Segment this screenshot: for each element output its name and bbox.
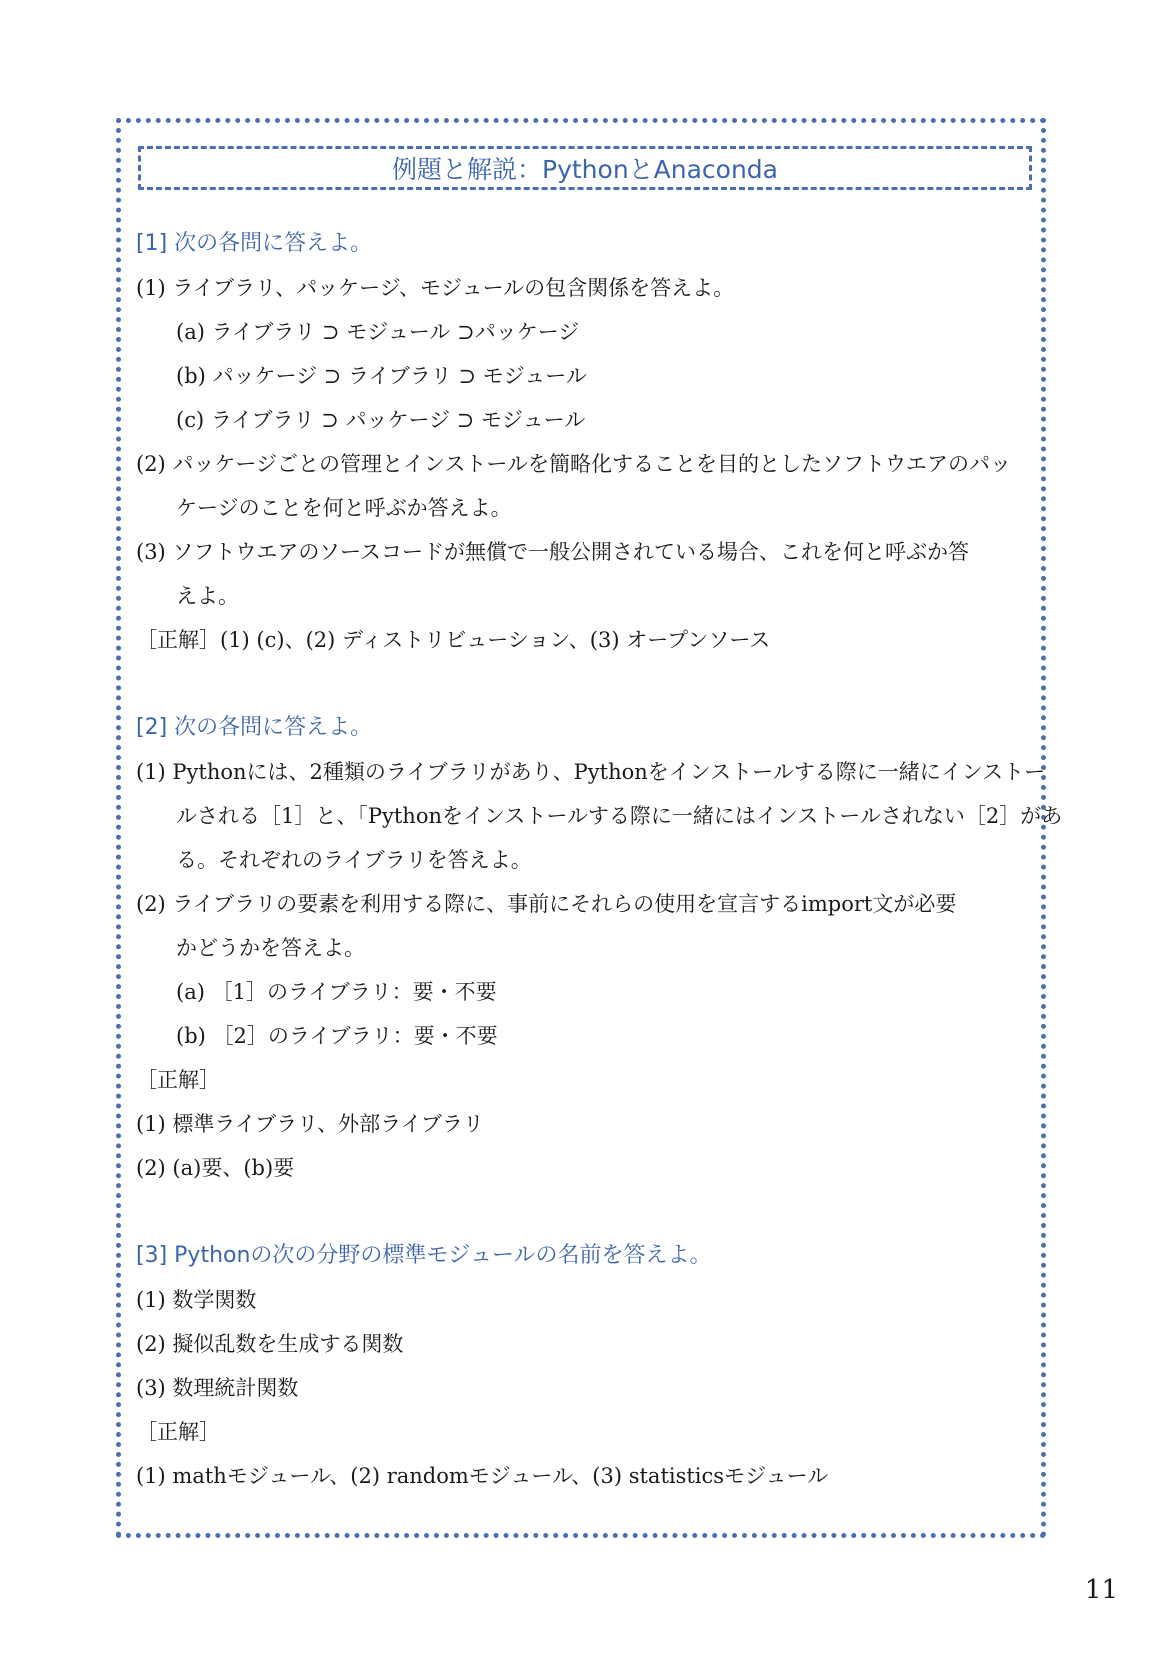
choice-line: (a) ［1］のライブラリ：要・不要 [176, 980, 497, 1004]
question-continuation: ケージのことを何と呼ぶか答えよ。 [176, 496, 512, 520]
page-title: 例題と解説：PythonとAnaconda [392, 155, 778, 184]
content [136, 222, 1063, 1498]
choice-line: (b) ［2］のライブラリ：要・不要 [176, 1024, 498, 1048]
section-gap [136, 1190, 1036, 1234]
answer-line: (1) mathモジュール、(2) randomモジュール、(3) statisticsモジュール [136, 1464, 829, 1488]
question-continuation: えよ。 [176, 584, 239, 608]
question-line: (3) 数理統計関数 [136, 1376, 299, 1400]
question-continuation: ルされる［1］と、「Pythonをインストールする際に一緒にはインストールされない［2］があ [176, 804, 1063, 828]
section-3-heading: [3] Pythonの次の分野の標準モジュールの名前を答えよ。 [136, 1243, 712, 1268]
answer-line: (2) (a)要、(b)要 [136, 1156, 295, 1180]
question-continuation: る。それぞれのライブラリを答えよ。 [176, 848, 532, 872]
choice-line: (c) ライブラリ ⊃ パッケージ ⊃ モジュール [176, 408, 586, 432]
question-line: (1) Pythonには、2種類のライブラリがあり、Pythonをインストールする際に一緒にインストー [136, 760, 1046, 784]
page-number: 11 [1084, 1575, 1118, 1605]
answer-label: ［正解］ [136, 1420, 220, 1444]
choice-line: (a) ライブラリ ⊃ モジュール ⊃パッケージ [176, 320, 580, 344]
question-line: (1) ライブラリ、パッケージ、モジュールの包含関係を答えよ。 [136, 276, 735, 300]
question-continuation: かどうかを答えよ。 [176, 936, 365, 960]
choice-line: (b) パッケージ ⊃ ライブラリ ⊃ モジュール [176, 364, 587, 388]
question-line: (3) ソフトウエアのソースコードが無償で一般公開されている場合、これを何と呼ぶか答 [136, 540, 969, 564]
section-1-heading: [1] 次の各問に答えよ。 [136, 231, 373, 256]
answer-line: (1) 標準ライブラリ、外部ライブラリ [136, 1112, 484, 1136]
section-2-heading: [2] 次の各問に答えよ。 [136, 715, 373, 740]
title-box [138, 146, 1032, 190]
section-gap [136, 662, 1036, 706]
question-line: (2) ライブラリの要素を利用する際に、事前にそれらの使用を宣言するimport文が必要 [136, 892, 957, 916]
question-line: (2) パッケージごとの管理とインストールを簡略化することを目的としたソフトウエアのパッ [136, 452, 1011, 476]
question-line: (1) 数学関数 [136, 1288, 257, 1312]
answer-line: ［正解］(1) (c)、(2) ディストリビューション、(3) オープンソース [136, 628, 771, 652]
answer-label: ［正解］ [136, 1068, 220, 1092]
question-line: (2) 擬似乱数を生成する関数 [136, 1332, 404, 1356]
